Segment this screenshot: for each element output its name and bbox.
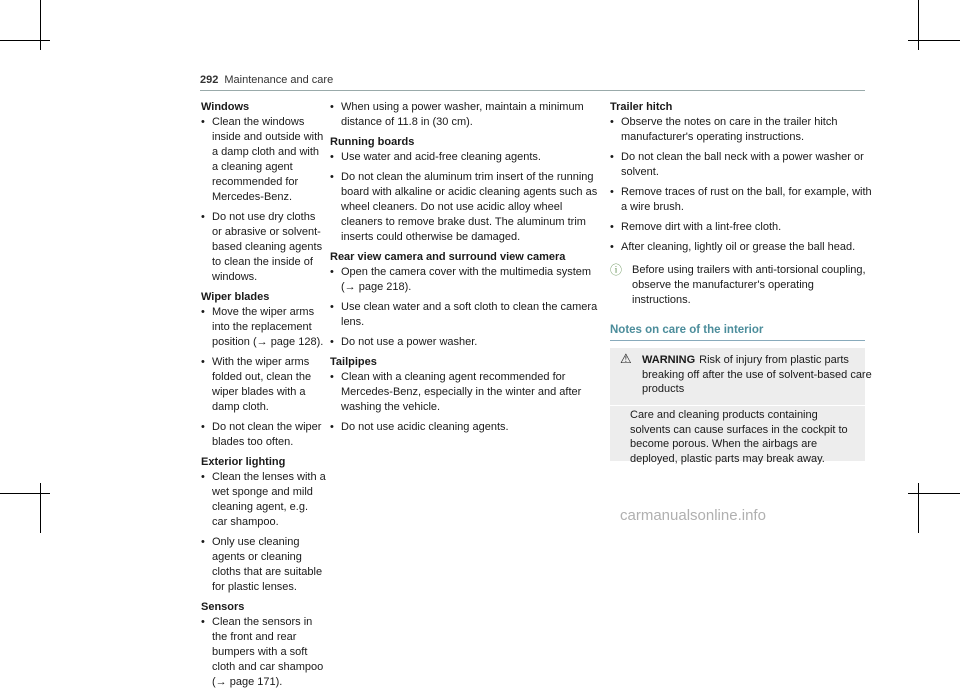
info-note — [610, 263, 875, 308]
watermark: carmanualsonline.info — [620, 507, 766, 524]
page-header — [200, 74, 333, 86]
page-number: 292 — [200, 74, 219, 86]
list-item: • Clean the windows inside and outside with a damp cloth and with a cleaning agent recommended for Mercedes-Benz. — [201, 115, 326, 205]
warning-divider — [610, 405, 865, 406]
section-sensors — [201, 600, 326, 690]
list-item: • Do not use acidic cleaning agents. — [330, 420, 605, 435]
crop-mark — [0, 40, 50, 41]
section-power-washer — [330, 100, 605, 130]
notes-section-title: Notes on care of the interior — [610, 324, 764, 336]
section-heading: Tailpipes — [330, 356, 377, 368]
list-item: • Open the camera cover with the multimedia system (→ page 218). — [330, 265, 605, 295]
column-2 — [330, 100, 605, 440]
crop-mark — [918, 483, 919, 533]
section-cameras — [330, 250, 605, 350]
crop-mark — [0, 493, 50, 494]
bullet-list — [330, 100, 605, 130]
section-tailpipes — [330, 355, 605, 435]
section-heading: Trailer hitch — [610, 101, 673, 113]
section-heading: Sensors — [201, 601, 245, 613]
section-heading: Exterior lighting — [201, 456, 286, 468]
bullet-list — [201, 615, 326, 690]
list-item: • Do not use dry cloths or abrasive or solvent-based cleaning agents to clean the inside of windows. — [201, 210, 326, 285]
crop-mark — [908, 40, 960, 41]
notes-section-divider — [610, 340, 865, 341]
column-3 — [610, 100, 875, 308]
section-wiper-blades — [201, 290, 326, 450]
section-running-boards — [330, 135, 605, 245]
warning-risk-text: Risk of injury from plastic parts breaking off after the use of solvent-based care products — [642, 354, 872, 395]
warning-header — [620, 353, 877, 397]
bullet-list — [610, 115, 875, 255]
bullet-list — [330, 265, 605, 350]
list-item: • Do not use a power washer. — [330, 335, 605, 350]
section-windows — [201, 100, 326, 285]
bullet-list — [201, 305, 326, 450]
list-item: • When using a power washer, maintain a minimum distance of 11.8 in (30 cm). — [330, 100, 605, 130]
bullet-list — [330, 150, 605, 245]
note-text: Before using trailers with anti-torsional coupling, observe the manufacturer's operating instructions. — [632, 264, 866, 306]
section-heading: Running boards — [330, 136, 415, 148]
list-item: • Use clean water and a soft cloth to clean the camera lens. — [330, 300, 605, 330]
warning-triangle-icon: ⚠ — [620, 351, 632, 366]
list-item: • Move the wiper arms into the replacement position (→ page 128). — [201, 305, 326, 350]
list-item: • Clean the sensors in the front and rear bumpers with a soft cloth and car shampoo (→ page 171). — [201, 615, 326, 690]
section-heading: Rear view camera and surround view camera — [330, 251, 566, 263]
list-item: • Only use cleaning agents or cleaning cloths that are suitable for plastic lenses. — [201, 535, 326, 595]
list-item: • Remove dirt with a lint-free cloth. — [610, 220, 875, 235]
column-1 — [201, 100, 326, 695]
warning-label: WARNING — [642, 354, 696, 366]
list-item: • Observe the notes on care in the trailer hitch manufacturer's operating instructions. — [610, 115, 875, 145]
warning-box — [610, 348, 872, 465]
list-item: • Do not clean the wiper blades too often. — [201, 420, 326, 450]
crop-mark — [918, 0, 919, 50]
list-item: • Clean the lenses with a wet sponge and mild cleaning agent, e.g. car shampoo. — [201, 470, 326, 530]
header-divider — [200, 90, 865, 91]
info-icon: ⓘ — [610, 263, 623, 277]
crop-mark — [40, 483, 41, 533]
bullet-list — [201, 115, 326, 285]
page-title: Maintenance and care — [224, 74, 334, 86]
section-exterior-lighting — [201, 455, 326, 595]
section-heading: Windows — [201, 101, 250, 113]
crop-mark — [40, 0, 41, 50]
list-item: • Do not clean the ball neck with a power washer or solvent. — [610, 150, 875, 180]
section-trailer-hitch — [610, 100, 875, 255]
list-item: • Clean with a cleaning agent recommended for Mercedes-Benz, especially in the winter and after washing the vehicle. — [330, 370, 605, 415]
list-item: • After cleaning, lightly oil or grease the ball head. — [610, 240, 875, 255]
warning-body: Care and cleaning products containing solvents can cause surfaces in the cockpit to become porous. When the airbags are deployed, plastic parts may break away. — [630, 409, 848, 465]
list-item: • With the wiper arms folded out, clean the wiper blades with a damp cloth. — [201, 355, 326, 415]
list-item: • Do not clean the aluminum trim insert of the running board with alkaline or acidic cleaning agents such as wheel cleaners. Do not use acidic alloy wheel cleaners to remove brake dust. The aluminum trim inserts could otherwise be damaged. — [330, 170, 605, 245]
section-heading: Wiper blades — [201, 291, 270, 303]
list-item: • Remove traces of rust on the ball, for example, with a wire brush. — [610, 185, 875, 215]
bullet-list — [330, 370, 605, 435]
list-item: • Use water and acid-free cleaning agents. — [330, 150, 605, 165]
crop-mark — [908, 493, 960, 494]
